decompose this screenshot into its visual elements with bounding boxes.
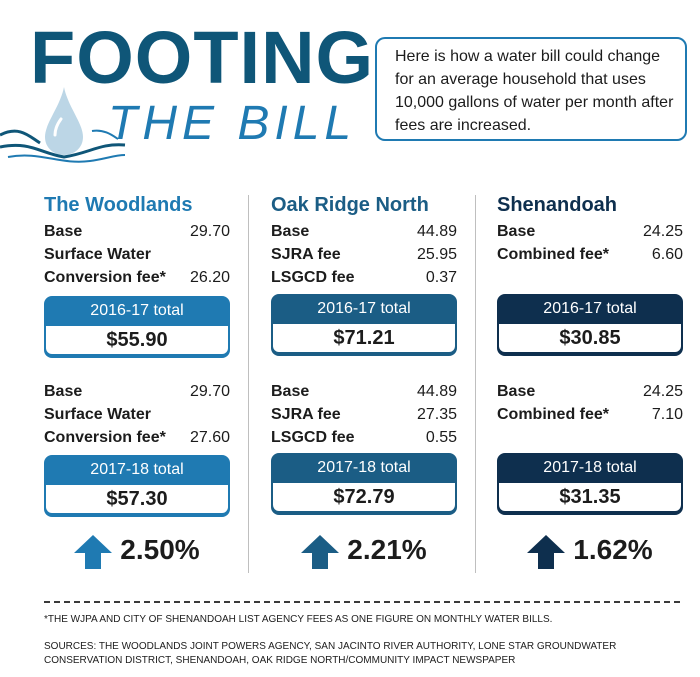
column-title: The Woodlands	[44, 194, 193, 216]
fee-label: Combined fee*	[497, 406, 610, 423]
fee-row	[44, 380, 230, 403]
total-box-2016	[44, 296, 230, 358]
fee-list-2017	[44, 380, 230, 449]
fee-list-2017	[497, 380, 683, 426]
total-label: 2017-18 total	[90, 461, 184, 478]
total-box-2017	[271, 453, 457, 515]
column-title: Oak Ridge North	[271, 194, 429, 216]
arrow-up-icon	[74, 535, 112, 569]
total-amount: $31.35	[499, 483, 681, 511]
fee-label: Base	[44, 383, 83, 400]
fee-row	[44, 220, 230, 243]
percent-change-value: 2.50%	[120, 534, 200, 565]
fee-label: LSGCD fee	[271, 429, 355, 446]
percent-change-value: 2.21%	[347, 534, 427, 565]
fee-label: SJRA fee	[271, 246, 341, 263]
percent-change	[497, 530, 683, 570]
page-title: FOOTING	[30, 16, 375, 99]
percent-change	[271, 530, 457, 570]
intro-note	[375, 37, 687, 141]
page-subtitle: THE BILL	[108, 97, 357, 150]
fee-value: 24.25	[642, 383, 683, 400]
total-label: 2017-18 total	[543, 459, 637, 476]
total-label: 2016-17 total	[317, 300, 411, 317]
total-box-2016	[497, 294, 683, 356]
fee-row	[497, 220, 683, 243]
fee-value: 27.60	[189, 429, 230, 446]
fee-value: 29.70	[189, 223, 230, 240]
fee-value: 29.70	[189, 383, 230, 400]
total-amount: $72.79	[273, 483, 455, 511]
total-amount: $30.85	[499, 324, 681, 352]
fee-label: Base	[497, 383, 536, 400]
arrow-up-icon	[527, 535, 565, 569]
fee-label: Base	[44, 223, 83, 240]
arrow-up-icon	[301, 535, 339, 569]
fee-row	[44, 426, 230, 449]
total-label: 2017-18 total	[317, 459, 411, 476]
fee-row	[271, 380, 457, 403]
fee-value: 6.60	[651, 246, 683, 263]
fee-row	[271, 220, 457, 243]
fee-row	[44, 266, 230, 289]
total-amount: $71.21	[273, 324, 455, 352]
fee-list-2017	[271, 380, 457, 449]
fee-row	[271, 243, 457, 266]
fee-value: 24.25	[642, 223, 683, 240]
fee-label: Base	[497, 223, 536, 240]
fee-label: LSGCD fee	[271, 269, 355, 286]
column-oak-ridge-north	[271, 190, 457, 580]
fee-label: Base	[271, 223, 310, 240]
fee-value: 27.35	[416, 406, 457, 423]
fee-value: 25.95	[416, 246, 457, 263]
fee-row	[271, 266, 457, 289]
fee-value: 0.55	[425, 429, 457, 446]
fee-label: SJRA fee	[271, 406, 341, 423]
fee-row	[497, 403, 683, 426]
intro-note-text: Here is how a water bill could change for an average household that uses 10,000 gallons of water per month after fees are increased.	[395, 48, 674, 134]
fee-row	[44, 403, 230, 426]
total-box-2017	[497, 453, 683, 515]
total-amount: $57.30	[46, 485, 228, 513]
fee-value: 44.89	[416, 383, 457, 400]
total-label: 2016-17 total	[543, 300, 637, 317]
fee-label: Conversion fee*	[44, 269, 166, 286]
sources: SOURCES: THE WOODLANDS JOINT POWERS AGENCY, SAN JACINTO RIVER AUTHORITY, LONE STAR GROUNDWATER CONSERVATION DISTRICT, SHENANDOAH, OAK RIDGE NORTH/COMMUNITY IMPACT NEWSPAPER	[44, 641, 617, 666]
total-box-2017	[44, 455, 230, 517]
column-the-woodlands	[44, 190, 230, 580]
column-shenandoah	[497, 190, 683, 580]
fee-value: 7.10	[651, 406, 683, 423]
fee-row	[271, 403, 457, 426]
total-amount: $55.90	[46, 326, 228, 354]
fee-value: 44.89	[416, 223, 457, 240]
total-box-2016	[271, 294, 457, 356]
fee-value: 26.20	[189, 269, 230, 286]
fee-label: Conversion fee*	[44, 429, 166, 446]
fee-label: Combined fee*	[497, 246, 610, 263]
fee-row	[497, 380, 683, 403]
column-title: Shenandoah	[497, 194, 618, 216]
fee-label: Surface Water	[44, 406, 151, 423]
footnote: *THE WJPA AND CITY OF SHENANDOAH LIST AGENCY FEES AS ONE FIGURE ON MONTHLY WATER BILLS.	[44, 614, 553, 625]
fee-row	[271, 426, 457, 449]
fee-label: Surface Water	[44, 246, 151, 263]
percent-change	[44, 530, 230, 570]
percent-change-value: 1.62%	[573, 534, 653, 565]
total-label: 2016-17 total	[90, 302, 184, 319]
fee-label: Base	[271, 383, 310, 400]
footer-divider	[44, 601, 680, 603]
column-divider	[475, 195, 476, 573]
column-divider	[248, 195, 249, 573]
fee-value: 0.37	[425, 269, 457, 286]
fee-row	[497, 243, 683, 266]
fee-row	[44, 243, 230, 266]
